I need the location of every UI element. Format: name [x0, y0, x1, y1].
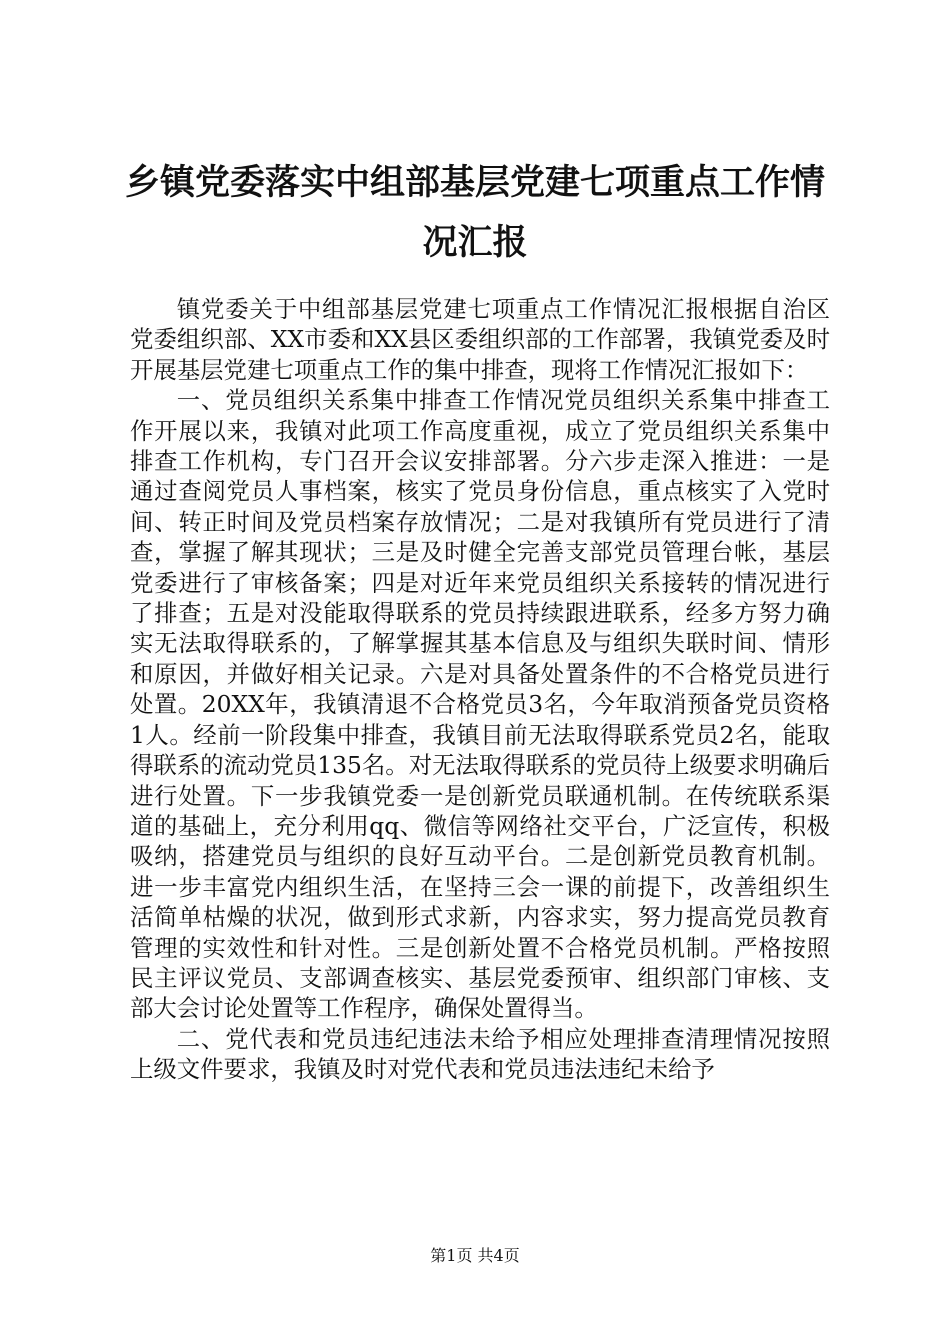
paragraph-section-1: 一、党员组织关系集中排查工作情况党员组织关系集中排查工作开展以来，我镇对此项工作高度重视，成立了党员组织关系集中排查工作机构，专门召开会议安排部署。分六步走深入推进：一是通过查阅党员人事档案，核实了党员身份信息，重点核实了入党时间、转正时间及党员档案存放情况；二是对我镇所有党员进行了清查，掌握了解其现状；三是及时健全完善支部党员管理台帐，基层党委进行了审核备案；四是对近年来党员组织关系接转的情况进行了排查；五是对没能取得联系的党员持续跟进联系，经多方努力确实无法取得联系的，了解掌握其基本信息及与组织失联时间、情形和原因，并做好相关记录。六是对具备处置条件的不合格党员进行处置。20XX年，我镇清退不合格党员3名，今年取消预备党员资格1人。经前一阶段集中排查，我镇目前无法取得联系党员2名，能取得联系的流动党员135名。对无法取得联系的党员待上级要求明确后进行处置。下一步我镇党委一是创新党员联通机制。在传统联系渠道的基础上，充分利用qq、微信等网络社交平台，广泛宣传，积极吸纳，搭建党员与组织的良好互动平台。二是创新党员教育机制。进一步丰富党内组织生活，在坚持三会一课的前提下，改善组织生活简单枯燥的状况，做到形式求新，内容求实，努力提高党员教育管理的实效性和针对性。三是创新处置不合格党员机制。严格按照民主评议党员、支部调查核实、基层党委预审、组织部门审核、支部大会讨论处置等工作程序，确保处置得当。 [130, 386, 830, 1023]
page-footer: 第1页 共4页 [430, 1246, 520, 1265]
paragraph-section-2: 二、党代表和党员违纪违法未给予相应处理排查清理情况按照上级文件要求，我镇及时对党代表和党员违法违纪未给予 [130, 1024, 830, 1084]
document-body [130, 294, 830, 1085]
document-title-line-1: 乡镇党委落实中组部基层党建七项重点工作情 [124, 163, 825, 203]
paragraph-intro: 镇党委关于中组部基层党建七项重点工作情况汇报根据自治区党委组织部、XX市委和XX县区委组织部的工作部署，我镇党委及时开展基层党建七项重点工作的集中排查，现将工作情况汇报如下： [130, 295, 830, 384]
document-title-line-2: 况汇报 [422, 223, 528, 263]
